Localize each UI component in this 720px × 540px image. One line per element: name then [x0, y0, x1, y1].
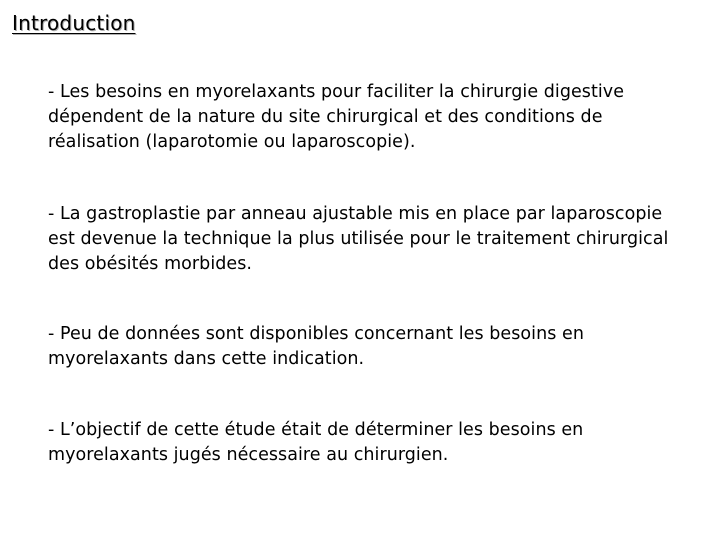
bullet-item-1: - Les besoins en myorelaxants pour faciliter la chirurgie digestive dépendent de la nature du site chirurgical et des conditions de réalisation (laparotomie ou laparoscopie). — [48, 82, 625, 152]
bullet-item-4: - L’objectif de cette étude était de déterminer les besoins en myorelaxants jugés nécessaire au chirurgien. — [48, 420, 584, 465]
bullet-item-2: - La gastroplastie par anneau ajustable mis en place par laparoscopie est devenue la technique la plus utilisée pour le traitement chirurgical des obésités morbides. — [48, 204, 669, 274]
bullet-item-3: - Peu de données sont disponibles concernant les besoins en myorelaxants dans cette indication. — [48, 324, 584, 369]
slide-title: Introduction — [12, 11, 136, 35]
